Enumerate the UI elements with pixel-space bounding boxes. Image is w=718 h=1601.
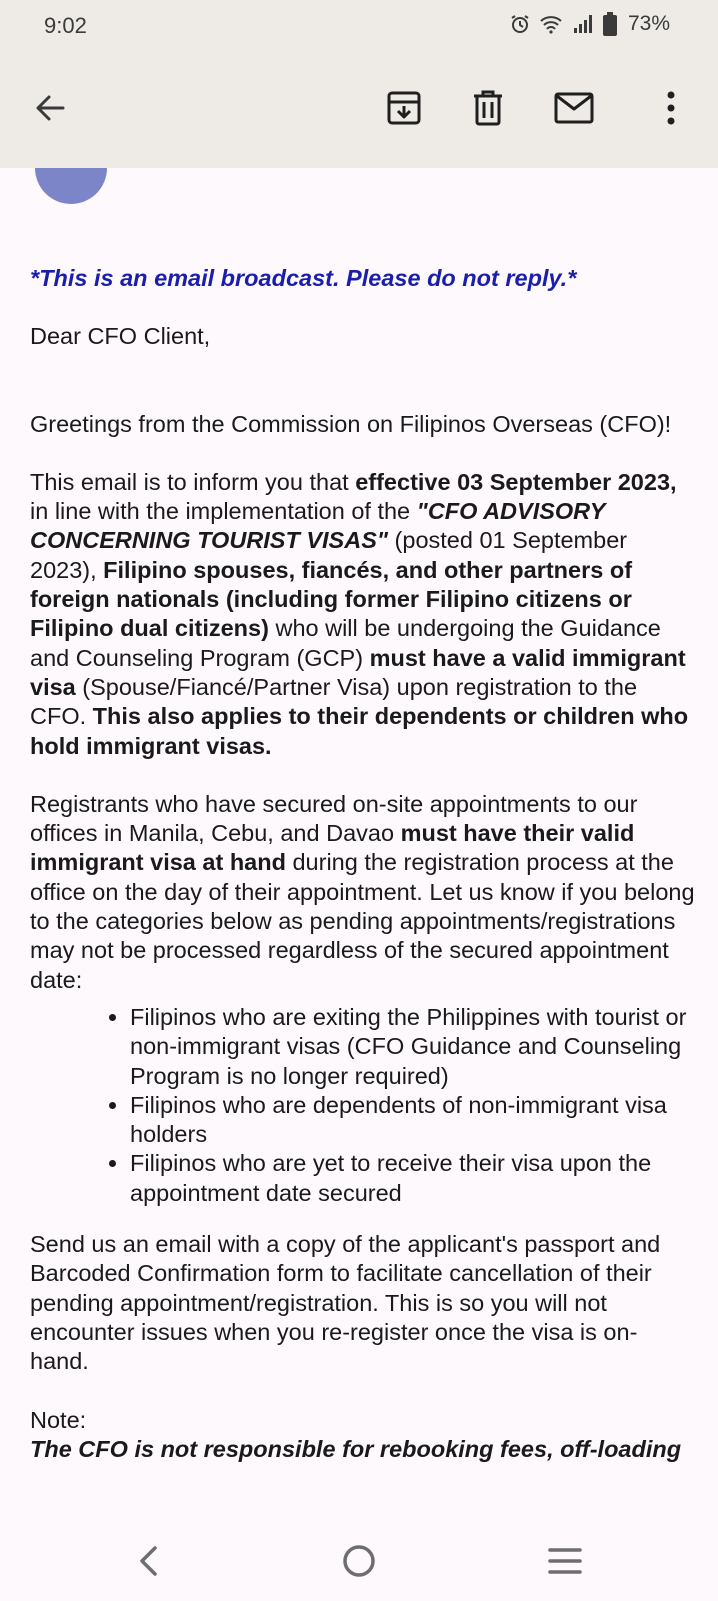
sender-avatar[interactable] (35, 168, 107, 204)
email-toolbar (0, 52, 718, 168)
archive-icon (386, 90, 422, 131)
paragraph-send-email: Send us an email with a copy of the applicant's passport and Barcoded Confirmation form to facilitate cancellation of their pending appointment/registration. This is so you will not encounter issues when you re-register once the visa is on-hand. (30, 1231, 661, 1375)
alarm-icon (510, 14, 530, 34)
nav-home-icon (342, 1544, 376, 1583)
broadcast-notice: *This is an email broadcast. Please do not reply.* (30, 265, 577, 291)
status-time: 9:02 (44, 13, 87, 38)
nav-back-icon (137, 1546, 161, 1581)
paragraph-appointments: Registrants who have secured on-site appointments to our offices in Manila, Cebu, and Davao must have their valid immigrant visa at hand during the registration process at the office on the day of their appointment. Let us know if you belong to the categories below as pending appointments/registrations may not be processed regardless of the secured appointment date: (30, 790, 695, 993)
nav-back-button[interactable] (124, 1538, 174, 1588)
more-options-button[interactable] (645, 84, 697, 136)
wifi-icon (539, 14, 563, 34)
battery-percent: 73% (627, 12, 670, 35)
salutation: Dear CFO Client, (30, 323, 211, 350)
note-text: The CFO is not responsible for rebooking fees, off-loading (30, 1435, 682, 1462)
arrow-left-icon (33, 91, 67, 130)
nav-home-button[interactable] (334, 1538, 384, 1588)
system-nav-bar (0, 1526, 718, 1601)
back-button[interactable] (24, 84, 76, 136)
list-item: • Filipinos who are dependents of non-immigrant visa holders (130, 1091, 696, 1150)
mark-unread-button[interactable] (548, 84, 600, 136)
battery-icon (603, 12, 617, 36)
greeting: Greetings from the Commission on Filipinos Overseas (CFO)! (30, 410, 672, 437)
paragraph-visa-requirement: This email is to inform you that effective 03 September 2023, in line with the implementation of the "CFO ADVISORY CONCERNING TOURIST VISAS" (posted 01 September 2023), Filipino spouses, fiancés, and other partners of foreign nationals (including former Filipino citizens or Filipino dual citizens) who will be undergoing the Guidance and Counseling Program (GCP) must have a valid immigrant visa (Spouse/Fiancé/Partner Visa) upon registration to the CFO. This also applies to their dependents or children who hold immigrant visas. (30, 468, 689, 759)
archive-button[interactable] (378, 84, 430, 136)
email-body (30, 264, 696, 1464)
signal-icon (572, 14, 594, 34)
status-bar (0, 0, 718, 52)
note-label: Note: (30, 1406, 87, 1433)
trash-icon (472, 90, 504, 131)
status-icons (510, 12, 670, 36)
delete-button[interactable] (462, 84, 514, 136)
nav-recents-button[interactable] (540, 1538, 590, 1588)
email-content (0, 168, 718, 1526)
list-item: • Filipinos who are yet to receive their visa upon the appointment date secured (130, 1149, 696, 1208)
nav-recents-icon (547, 1547, 583, 1580)
more-vertical-icon (666, 91, 676, 130)
mail-icon (554, 92, 594, 129)
category-list (30, 1003, 696, 1208)
list-item: • Filipinos who are exiting the Philippines with tourist or non-immigrant visas (CFO Guidance and Counseling Program is no longer required) (130, 1003, 696, 1091)
